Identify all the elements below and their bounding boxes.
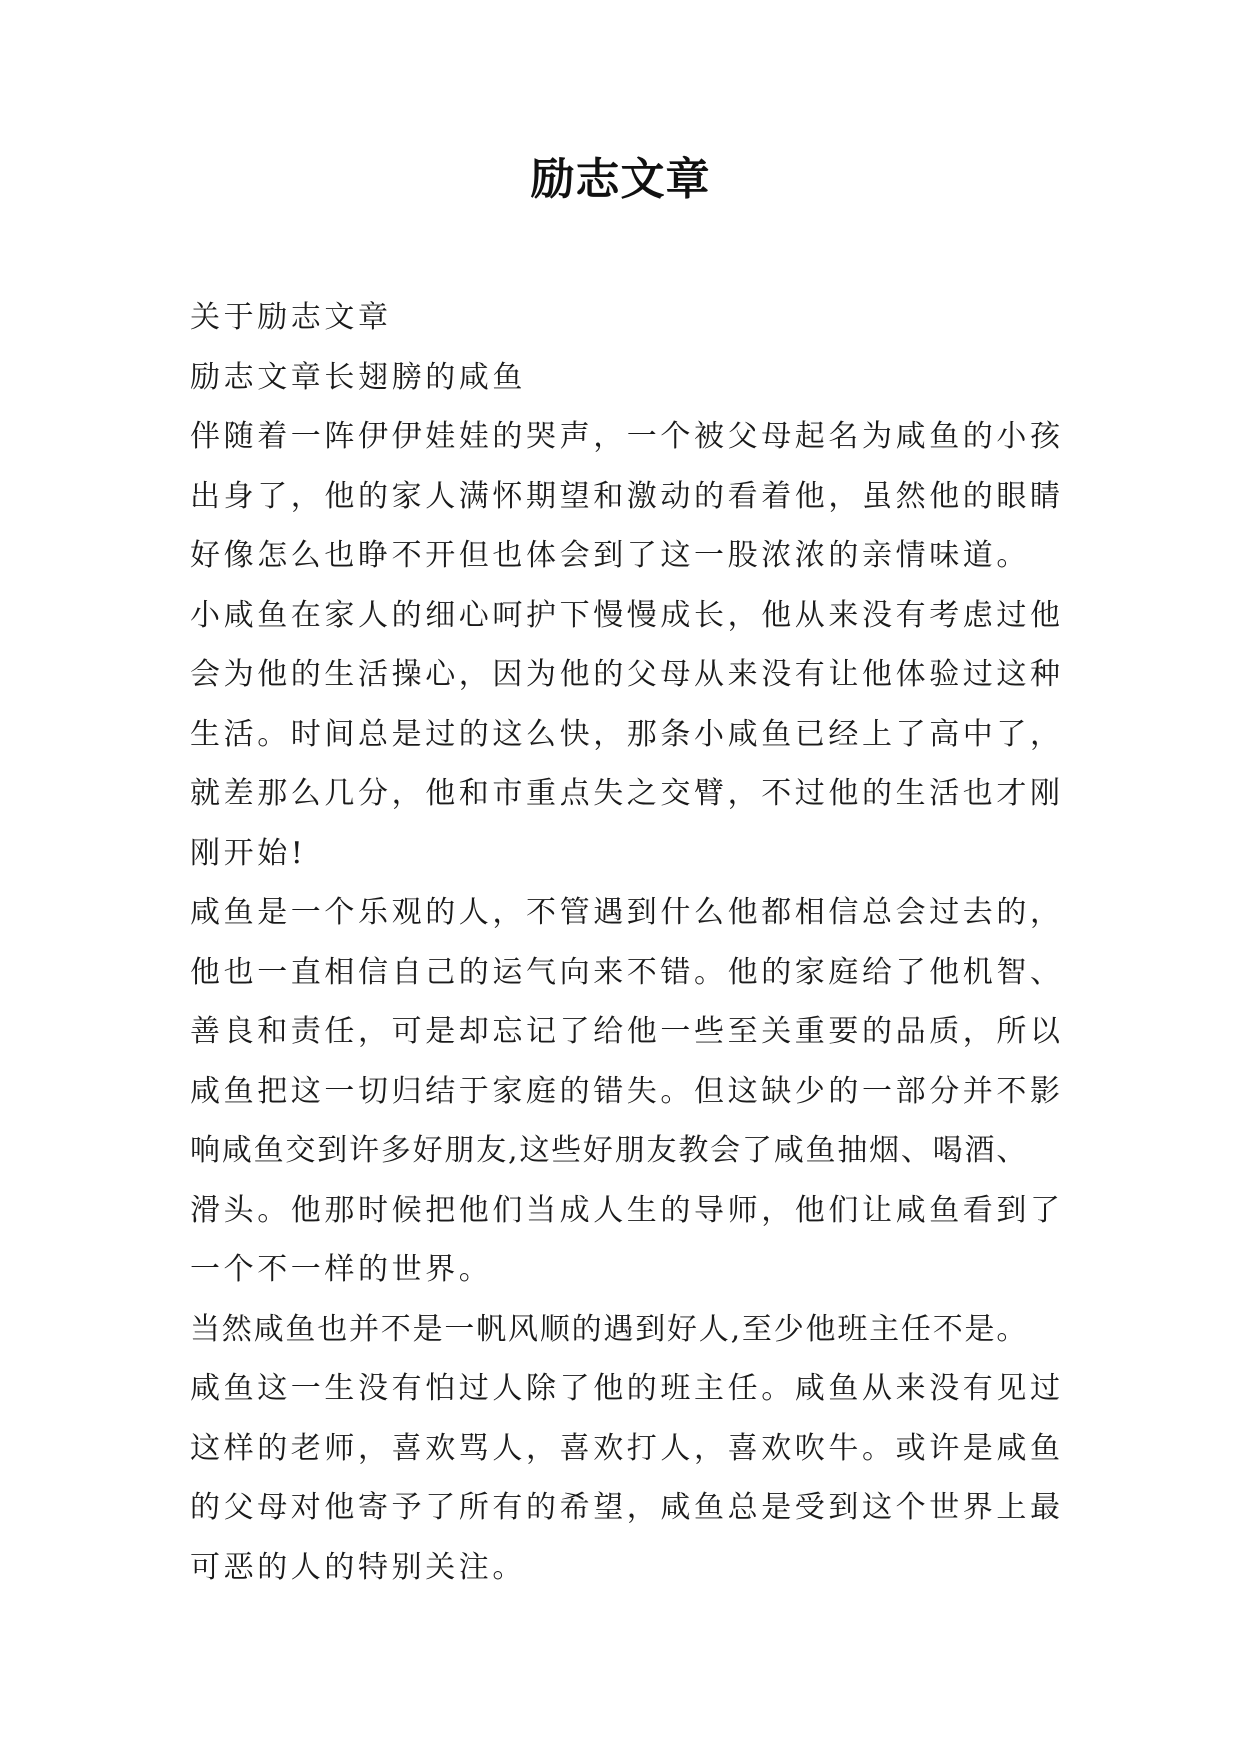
body-line: 咸鱼是一个乐观的人，不管遇到什么他都相信总会过去的，: [190, 895, 1064, 930]
body-line: 就差那么几分，他和市重点失之交臂，不过他的生活也才刚: [190, 776, 1064, 811]
body-line: 当然咸鱼也并不是一帆风顺的遇到好人,至少他班主任不是。: [190, 1311, 1029, 1347]
body-line: 善良和责任，可是却忘记了给他一些至关重要的品质，所以: [190, 1014, 1064, 1049]
body-line: 咸鱼把这一切归结于家庭的错失。但这缺少的一部分并不影: [190, 1073, 1064, 1109]
body-line: 小咸鱼在家人的细心呵护下慢慢成长，他从来没有考虑过他: [190, 597, 1064, 633]
body-line: 这样的老师，喜欢骂人，喜欢打人，喜欢吹牛。或许是咸鱼: [190, 1430, 1064, 1466]
body-line: 滑头。他那时候把他们当成人生的导师，他们让咸鱼看到了: [190, 1192, 1064, 1228]
body-line: 咸鱼这一生没有怕过人除了他的班主任。咸鱼从来没有见过: [190, 1371, 1064, 1406]
document-title: 励志文章: [530, 154, 711, 205]
body-line: 生活。时间总是过的这么快，那条小咸鱼已经上了高中了，: [190, 716, 1064, 752]
body-line: 好像怎么也睁不开但也体会到了这一股浓浓的亲情味道。: [190, 538, 1030, 573]
body-line: 一个不一样的世界。: [190, 1252, 493, 1287]
body-line: 关于励志文章: [190, 300, 392, 335]
body-line: 刚开始!: [190, 835, 307, 871]
body-line: 可恶的人的特别关注。: [190, 1549, 526, 1585]
document-body: [190, 288, 1070, 1597]
body-line: 响咸鱼交到许多好朋友,这些好朋友教会了咸鱼抽烟、喝酒、: [190, 1133, 1029, 1168]
body-line: 的父母对他寄予了所有的希望，咸鱼总是受到这个世界上最: [190, 1490, 1064, 1525]
body-line: 励志文章长翅膀的咸鱼: [190, 359, 526, 395]
body-line: 他也一直相信自己的运气向来不错。他的家庭给了他机智、: [190, 954, 1064, 990]
body-line: 会为他的生活操心，因为他的父母从来没有让他体验过这种: [190, 657, 1064, 692]
body-line: 伴随着一阵伊伊娃娃的哭声，一个被父母起名为咸鱼的小孩: [190, 419, 1064, 454]
body-line: 出身了，他的家人满怀期望和激动的看着他，虽然他的眼睛: [190, 478, 1064, 514]
